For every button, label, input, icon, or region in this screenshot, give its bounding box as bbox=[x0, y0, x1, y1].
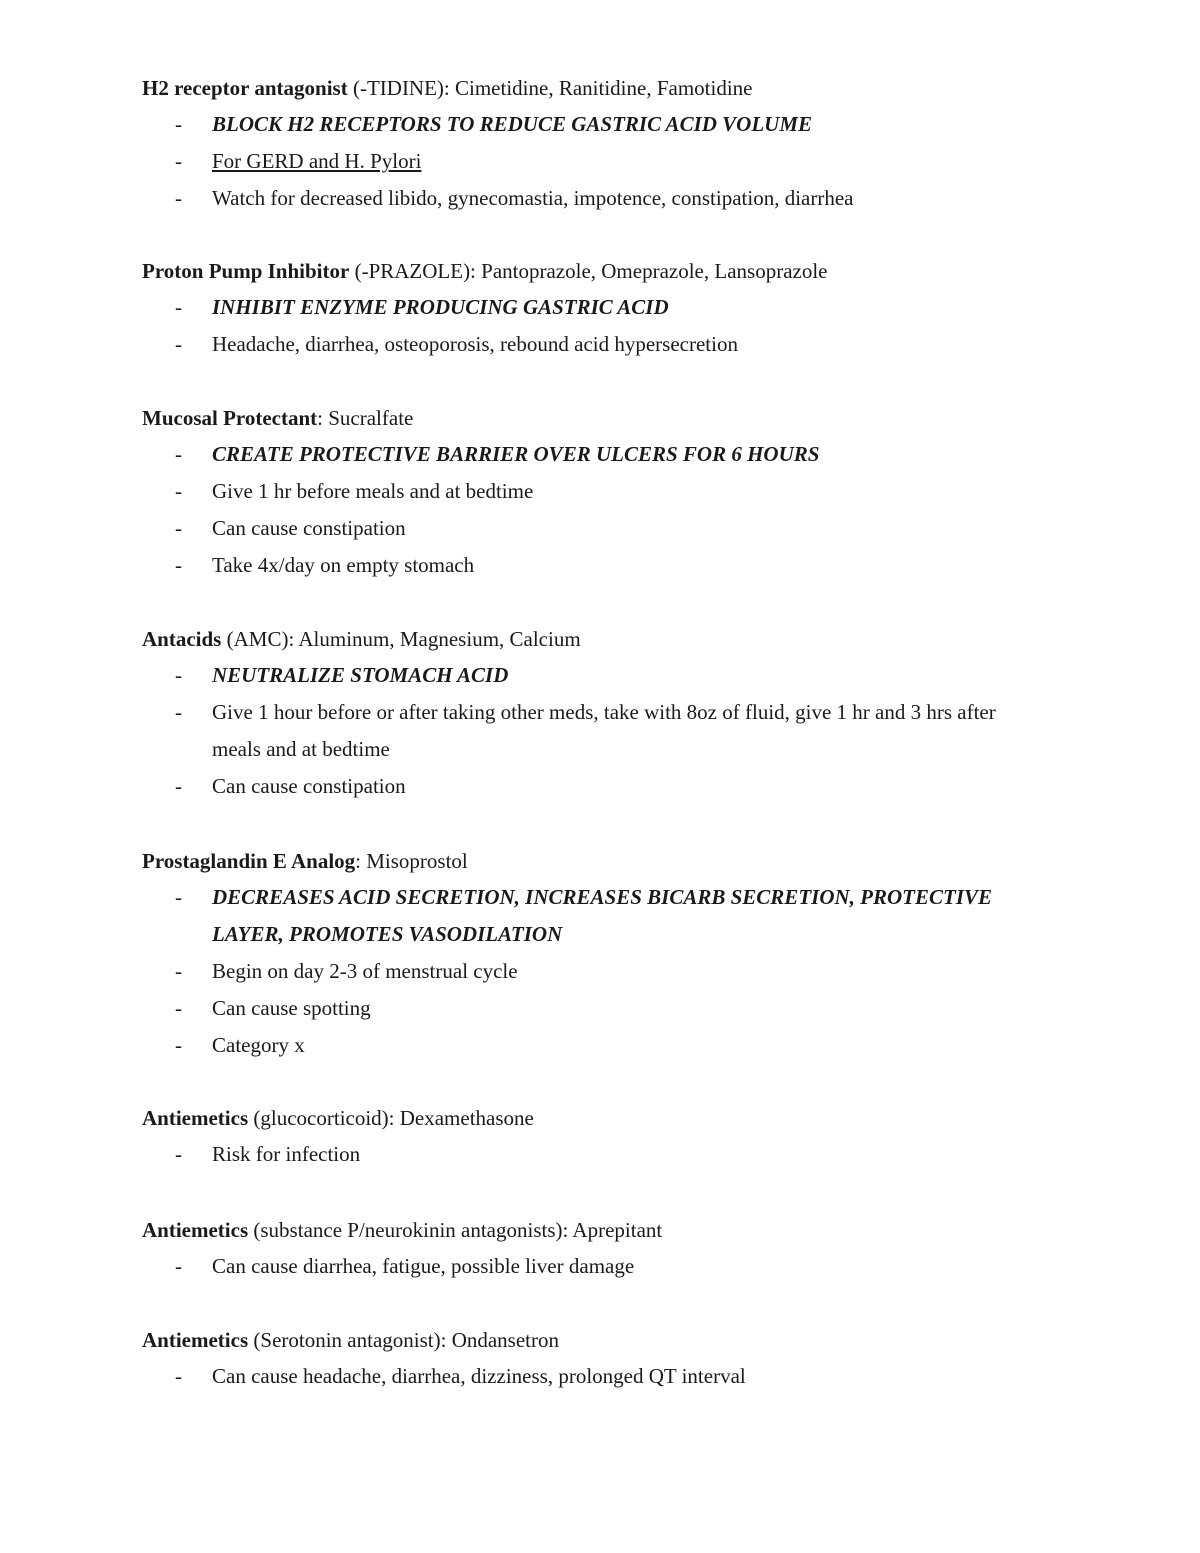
bullet-list bbox=[142, 1136, 1102, 1173]
section-heading bbox=[142, 1322, 1102, 1358]
dash-bullet: - bbox=[175, 516, 182, 540]
bullet-list bbox=[142, 1358, 1102, 1395]
dash-bullet: - bbox=[175, 1142, 182, 1166]
list-item bbox=[142, 473, 1042, 510]
drug-class-details: (glucocorticoid): Dexamethasone bbox=[248, 1106, 534, 1130]
item-text: Can cause constipation bbox=[212, 774, 406, 798]
mechanism-text: NEUTRALIZE STOMACH ACID bbox=[212, 663, 509, 687]
section-heading bbox=[142, 400, 1102, 436]
list-item bbox=[142, 1358, 1042, 1395]
bullet-list bbox=[142, 106, 1102, 217]
list-item bbox=[142, 436, 1042, 473]
dash-bullet: - bbox=[175, 479, 182, 503]
list-item bbox=[142, 289, 1042, 326]
section-heading bbox=[142, 70, 1102, 106]
list-item bbox=[142, 326, 1042, 363]
section-heading bbox=[142, 843, 1102, 879]
dash-bullet: - bbox=[175, 1033, 182, 1057]
section-heading bbox=[142, 1212, 1102, 1248]
drug-class-prostaglandin-e-analog bbox=[142, 843, 1102, 1064]
drug-class-name: H2 receptor antagonist bbox=[142, 76, 348, 100]
drug-class-name: Antiemetics bbox=[142, 1328, 249, 1352]
bullet-list bbox=[142, 657, 1102, 805]
drug-class-name: Antiemetics bbox=[142, 1218, 249, 1242]
item-text: Can cause spotting bbox=[212, 996, 371, 1020]
dash-bullet: - bbox=[175, 1364, 182, 1388]
item-text: For GERD and H. Pylori bbox=[212, 149, 422, 173]
drug-class-name: Mucosal Protectant bbox=[142, 406, 318, 430]
dash-bullet: - bbox=[175, 442, 182, 466]
bullet-list bbox=[142, 436, 1102, 584]
item-text: Give 1 hr before meals and at bedtime bbox=[212, 479, 534, 503]
item-text: Give 1 hour before or after taking other meds, take with 8oz of fluid, give 1 hr and 3 hrs after meals and at bedtime bbox=[212, 700, 996, 761]
mechanism-text: BLOCK H2 RECEPTORS TO REDUCE GASTRIC ACID VOLUME bbox=[212, 112, 813, 136]
list-item bbox=[142, 1136, 1042, 1173]
mechanism-text: CREATE PROTECTIVE BARRIER OVER ULCERS FOR 6 HOURS bbox=[212, 442, 820, 466]
list-item bbox=[142, 1248, 1042, 1285]
list-item bbox=[142, 768, 1042, 805]
drug-class-name: Proton Pump Inhibitor bbox=[142, 259, 350, 283]
item-text: Can cause constipation bbox=[212, 516, 406, 540]
list-item bbox=[142, 143, 1042, 180]
list-item bbox=[142, 694, 1042, 768]
dash-bullet: - bbox=[175, 553, 182, 577]
drug-class-name: Antacids bbox=[142, 627, 222, 651]
drug-class-antiemetics-substance-p bbox=[142, 1212, 1102, 1285]
dash-bullet: - bbox=[175, 186, 182, 210]
mechanism-text: INHIBIT ENZYME PRODUCING GASTRIC ACID bbox=[212, 295, 669, 319]
dash-bullet: - bbox=[175, 112, 182, 136]
list-item bbox=[142, 990, 1042, 1027]
item-text: Can cause headache, diarrhea, dizziness, prolonged QT interval bbox=[212, 1364, 746, 1388]
list-item bbox=[142, 879, 1042, 953]
drug-class-details: (-TIDINE): Cimetidine, Ranitidine, Famotidine bbox=[347, 76, 753, 100]
drug-class-mucosal-protectant bbox=[142, 400, 1102, 584]
list-item bbox=[142, 953, 1042, 990]
dash-bullet: - bbox=[175, 1254, 182, 1278]
drug-class-proton-pump-inhibitor bbox=[142, 253, 1102, 363]
drug-class-details: (Serotonin antagonist): Ondansetron bbox=[248, 1328, 559, 1352]
bullet-list bbox=[142, 879, 1102, 1064]
dash-bullet: - bbox=[175, 663, 182, 687]
bullet-list bbox=[142, 1248, 1102, 1285]
item-text: Can cause diarrhea, fatigue, possible liver damage bbox=[212, 1254, 635, 1278]
dash-bullet: - bbox=[175, 700, 182, 724]
drug-class-details: (-PRAZOLE): Pantoprazole, Omeprazole, Lansoprazole bbox=[349, 259, 828, 283]
dash-bullet: - bbox=[175, 774, 182, 798]
drug-class-details: : Sucralfate bbox=[317, 406, 414, 430]
drug-class-antiemetics-glucocorticoid bbox=[142, 1100, 1102, 1173]
list-item bbox=[142, 657, 1042, 694]
section-heading bbox=[142, 1100, 1102, 1136]
list-item bbox=[142, 106, 1042, 143]
item-text: Headache, diarrhea, osteoporosis, rebound acid hypersecretion bbox=[212, 332, 738, 356]
item-text: Category x bbox=[212, 1033, 305, 1057]
drug-class-details: (AMC): Aluminum, Magnesium, Calcium bbox=[221, 627, 581, 651]
dash-bullet: - bbox=[175, 295, 182, 319]
dash-bullet: - bbox=[175, 959, 182, 983]
dash-bullet: - bbox=[175, 149, 182, 173]
drug-class-h2-receptor-antagonist bbox=[142, 70, 1102, 217]
dash-bullet: - bbox=[175, 332, 182, 356]
list-item bbox=[142, 547, 1042, 584]
section-heading bbox=[142, 621, 1102, 657]
list-item bbox=[142, 510, 1042, 547]
drug-class-details: : Misoprostol bbox=[355, 849, 468, 873]
dash-bullet: - bbox=[175, 885, 182, 909]
section-heading bbox=[142, 253, 1102, 289]
item-text: Watch for decreased libido, gynecomastia, impotence, constipation, diarrhea bbox=[212, 186, 854, 210]
item-text: Risk for infection bbox=[212, 1142, 361, 1166]
drug-class-antiemetics-serotonin bbox=[142, 1322, 1102, 1395]
drug-class-name: Antiemetics bbox=[142, 1106, 249, 1130]
dash-bullet: - bbox=[175, 996, 182, 1020]
list-item bbox=[142, 180, 1042, 217]
item-text: Begin on day 2-3 of menstrual cycle bbox=[212, 959, 518, 983]
item-text: Take 4x/day on empty stomach bbox=[212, 553, 475, 577]
drug-class-name: Prostaglandin E Analog bbox=[142, 849, 356, 873]
list-item bbox=[142, 1027, 1042, 1064]
mechanism-text: DECREASES ACID SECRETION, INCREASES BICARB SECRETION, PROTECTIVE LAYER, PROMOTES VASODILATION bbox=[212, 885, 993, 946]
bullet-list bbox=[142, 289, 1102, 363]
drug-class-details: (substance P/neurokinin antagonists): Aprepitant bbox=[248, 1218, 663, 1242]
drug-class-antacids bbox=[142, 621, 1102, 805]
